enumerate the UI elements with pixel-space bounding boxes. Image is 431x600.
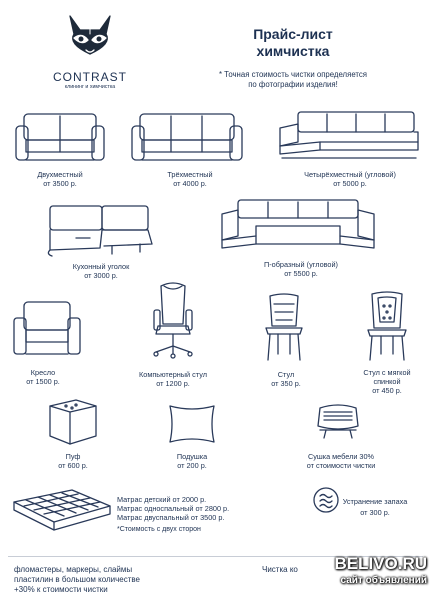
mattress-single: Матрас односпальный от 2800 р.: [117, 504, 230, 513]
ushape-label: [246, 260, 356, 278]
office-chair-label: [128, 370, 218, 388]
pouf-icon: [46, 396, 100, 448]
soft-back-chair-icon: [364, 290, 410, 364]
mattress-prices: [117, 495, 229, 534]
softchair-name-2: спинкой: [373, 377, 401, 386]
mattress-child: Матрас детский от 2000 р.: [117, 495, 207, 504]
note-line-2: по фотографии изделия!: [248, 80, 338, 89]
sofa2-label: [20, 170, 100, 188]
footer-left-line-1: фломастеры, маркеры, слаймы: [14, 565, 133, 574]
armchair-price: от 1500 р.: [26, 377, 60, 386]
drying-label: [286, 452, 396, 470]
kitchen-corner-bench-icon: [40, 198, 160, 258]
footer-left-line-3: +30% к стоимости чистки: [14, 585, 108, 594]
sofa2-name: Двухместный: [37, 170, 83, 179]
armchair-icon: [12, 298, 82, 362]
chair-price: от 350 р.: [271, 379, 301, 388]
pillow-label: [156, 452, 228, 470]
note-line-1: * Точная стоимость чистки определяется: [218, 70, 368, 79]
office-name: Компьютерный стул: [139, 370, 207, 379]
sofa3-price: от 4000 р.: [173, 179, 207, 188]
u-shape-sofa-icon: [218, 196, 378, 254]
price-note: [188, 70, 398, 90]
armchair-name: Кресло: [30, 368, 56, 377]
sofa2-price: от 3500 р.: [43, 179, 77, 188]
footer-left: [14, 565, 214, 595]
four-seat-corner-sofa-icon: [276, 108, 422, 164]
sofa3-name: Трёхместный: [167, 170, 213, 179]
sofa4-name: Четырёхместный (угловой): [304, 170, 396, 179]
brand-subtitle: клининг и химчистка: [64, 84, 116, 90]
pillow-name: Подушка: [176, 452, 208, 461]
ushape-name: П-образный (угловой): [263, 260, 338, 269]
sofa4-label: [290, 170, 410, 188]
odor-label: [330, 497, 420, 517]
mattress-double: Матрас двуспальный от 3500 р.: [117, 513, 225, 522]
drying-name: Сушка мебели 30%: [307, 452, 375, 461]
odor-name: Устранение запаха: [342, 497, 408, 506]
footer-right: [262, 565, 342, 575]
softchair-label: [350, 368, 424, 395]
pillow-icon: [166, 402, 218, 446]
chair-label: [264, 370, 308, 388]
armchair-label: [18, 368, 68, 386]
kitchen-price: от 3000 р.: [84, 271, 118, 280]
page-title: [218, 26, 368, 60]
drying-fan-icon: [314, 402, 362, 442]
footer-left-line-2: пластилин в большом количестве: [14, 575, 141, 584]
kitchen-name: Кухонный уголок: [72, 262, 130, 271]
mattress-note: *Стоимость с двух сторон: [117, 526, 201, 533]
brand-name: CONTRAST: [53, 70, 127, 84]
chair-icon: [262, 292, 306, 364]
pillow-price: от 200 р.: [177, 461, 207, 470]
title-line-1: Прайс-лист: [253, 26, 333, 42]
pouf-name: Пуф: [65, 452, 81, 461]
odor-price: от 300 р.: [360, 508, 390, 517]
chair-name: Стул: [277, 370, 295, 379]
softchair-name-1: Стул с мягкой: [363, 368, 411, 377]
footer-right-line-1: Чистка ко: [262, 565, 298, 574]
sofa3-label: [150, 170, 230, 188]
two-seat-sofa-icon: [14, 110, 106, 166]
softchair-price: от 450 р.: [372, 386, 402, 395]
ushape-price: от 5500 р.: [284, 269, 318, 278]
pouf-price: от 600 р.: [58, 461, 88, 470]
raccoon-logo-icon: [60, 8, 120, 68]
watermark-site: BELIVO.RU: [334, 554, 427, 573]
title-line-2: химчистка: [256, 43, 330, 59]
mattress-icon: [10, 488, 114, 540]
office-price: от 1200 р.: [156, 379, 190, 388]
sofa4-price: от 5000 р.: [333, 179, 367, 188]
kitchen-label: [56, 262, 146, 280]
drying-price: от стоимости чистки: [306, 461, 376, 470]
office-chair-icon: [148, 280, 198, 364]
three-seat-sofa-icon: [130, 110, 244, 166]
watermark-tagline: сайт объявлений: [340, 575, 427, 586]
pouf-label: [46, 452, 100, 470]
